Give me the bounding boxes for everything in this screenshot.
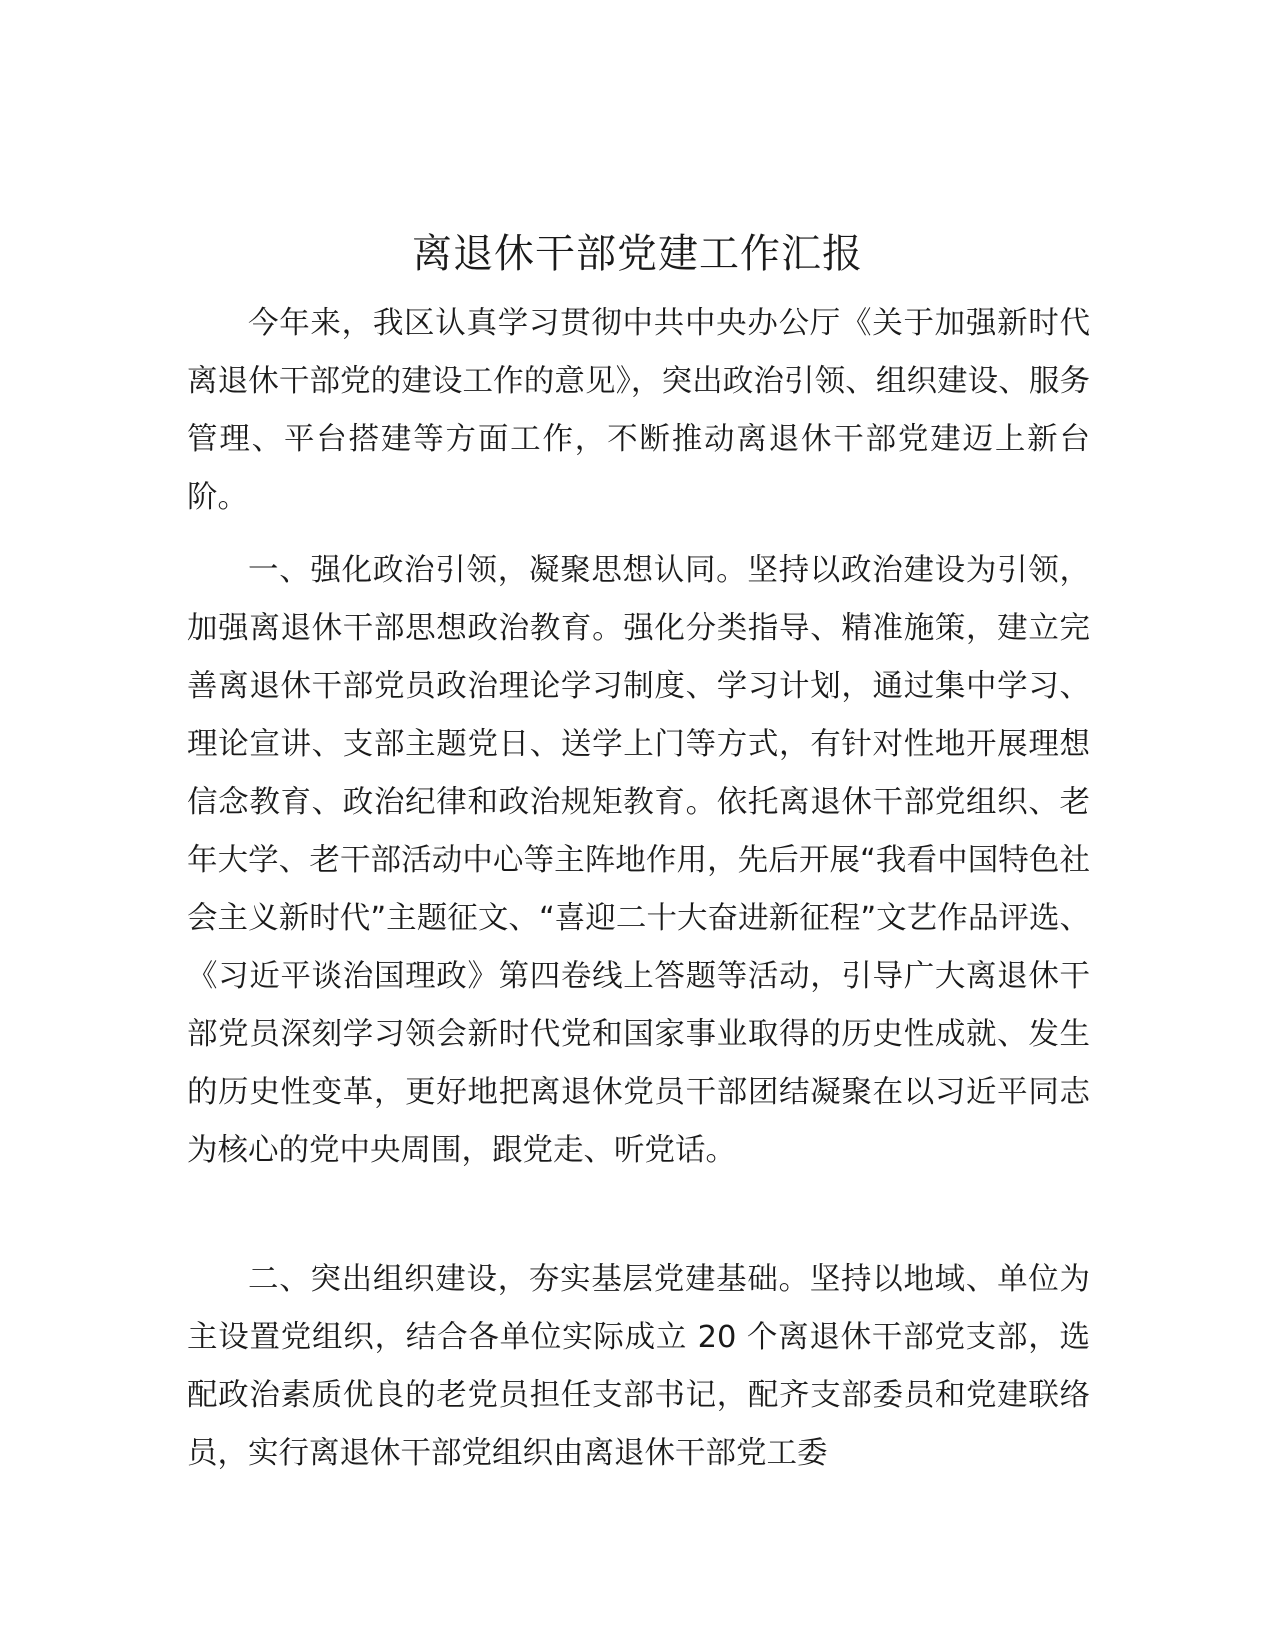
paragraph-intro: 今年来，我区认真学习贯彻中共中央办公厅《关于加强新时代离退休干部党的建设工作的意见》，突出政治引领、组织建设、服务管理、平台搭建等方面工作，不断推动离退休干部党建迈上新台阶。 (187, 306, 1090, 515)
paragraph-political-leadership: 一、强化政治引领，凝聚思想认同。坚持以政治建设为引领，加强离退休干部思想政治教育。强化分类指导、精准施策，建立完善离退休干部党员政治理论学习制度、学习计划，通过集中学习、理论宣讲、支部主题党日、送学上门等方式，有针对性地开展理想信念教育、政治纪律和政治规矩教育。依托离退休干部党组织、老年大学、老干部活动中心等主阵地作用，先后开展“我看中国特色社会主义新时代”主题征文、“喜迎二十大奋进新征程”文艺作品评选、《习近平谈治国理政》第四卷线上答题等活动，引导广大离退休干部党员深刻学习领会新时代党和国家事业取得的历史性成就、发生的历史性变革，更好地把离退休党员干部团结凝聚在以习近平同志为核心的党中央周围，跟党走、听党话。 (187, 553, 1090, 1168)
document-title: 离退休干部党建工作汇报 (412, 231, 863, 277)
paragraph-organization-building: 二、突出组织建设，夯实基层党建基础。坚持以地域、单位为主设置党组织，结合各单位实际成立 20 个离退休干部党支部，选配政治素质优良的老党员担任支部书记，配齐支部委员和党建联络员，实行离退休干部党组织由离退休干部党工委 (187, 1262, 1090, 1471)
